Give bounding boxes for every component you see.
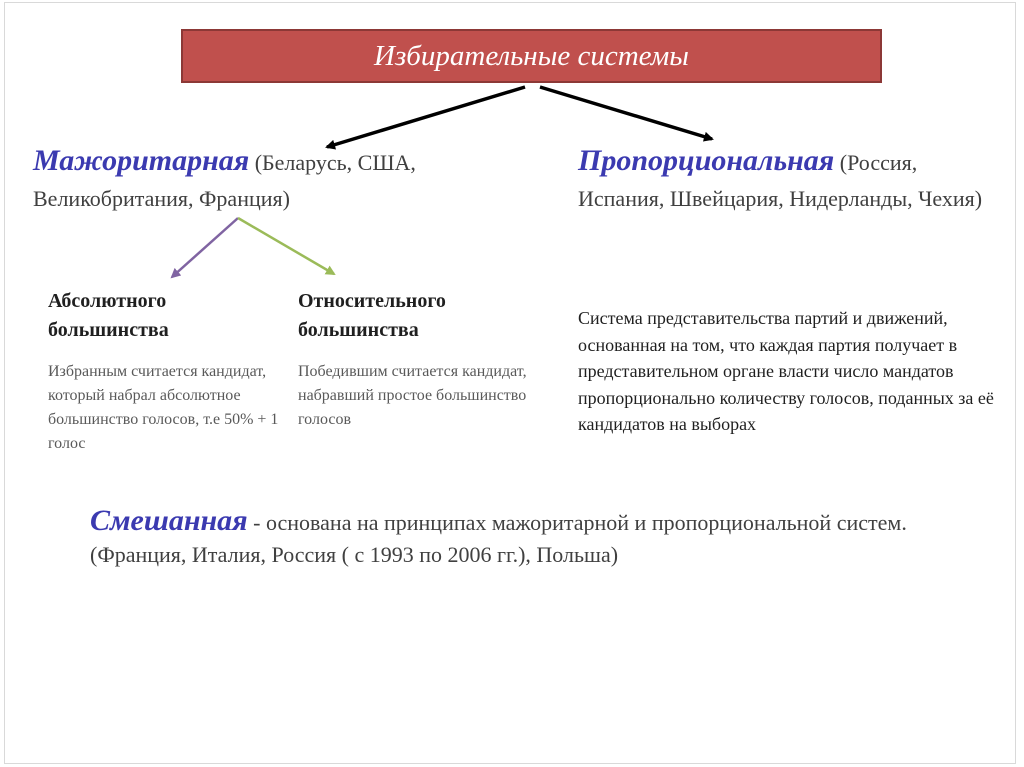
majoritarian-heading: Мажоритарная: [33, 144, 250, 177]
relative-majority-text: Победившим считается кандидат, набравший простое большинство голосов: [298, 363, 527, 428]
mixed-text: - основана на принципах мажоритарной и пропорциональной систем. (Франция, Италия, Россия ( с 1993 по 2006 гг.), Польша): [90, 510, 907, 567]
proportional-heading: Пропорциональная: [578, 144, 835, 177]
majoritarian-countries: (Беларусь, США, Великобритания, Франция): [33, 150, 416, 211]
proportional-countries: (Россия, Испания, Швейцария, Нидерланды, Чехия): [578, 150, 983, 211]
title-box: [181, 29, 882, 83]
mixed-heading: Смешанная: [90, 504, 248, 537]
proportional-description: Система представительства партий и движений, основанная на том, что каждая партия получает в представительном органе власти число мандатов пропорционально количеству голосов, поданных за её кандидатов на выборах: [578, 308, 994, 434]
title-text: Избирательные системы: [374, 39, 689, 72]
relative-majority-heading: Относительного большинства: [298, 290, 446, 341]
absolute-majority-heading: Абсолютного большинства: [48, 290, 169, 341]
absolute-majority-text: Избранным считается кандидат, который набрал абсолютное большинство голосов, т.е 50% + 1 голос: [48, 363, 279, 452]
mixed-block: [90, 505, 970, 571]
proportional-block: [578, 143, 1008, 217]
majoritarian-block: [33, 143, 453, 217]
